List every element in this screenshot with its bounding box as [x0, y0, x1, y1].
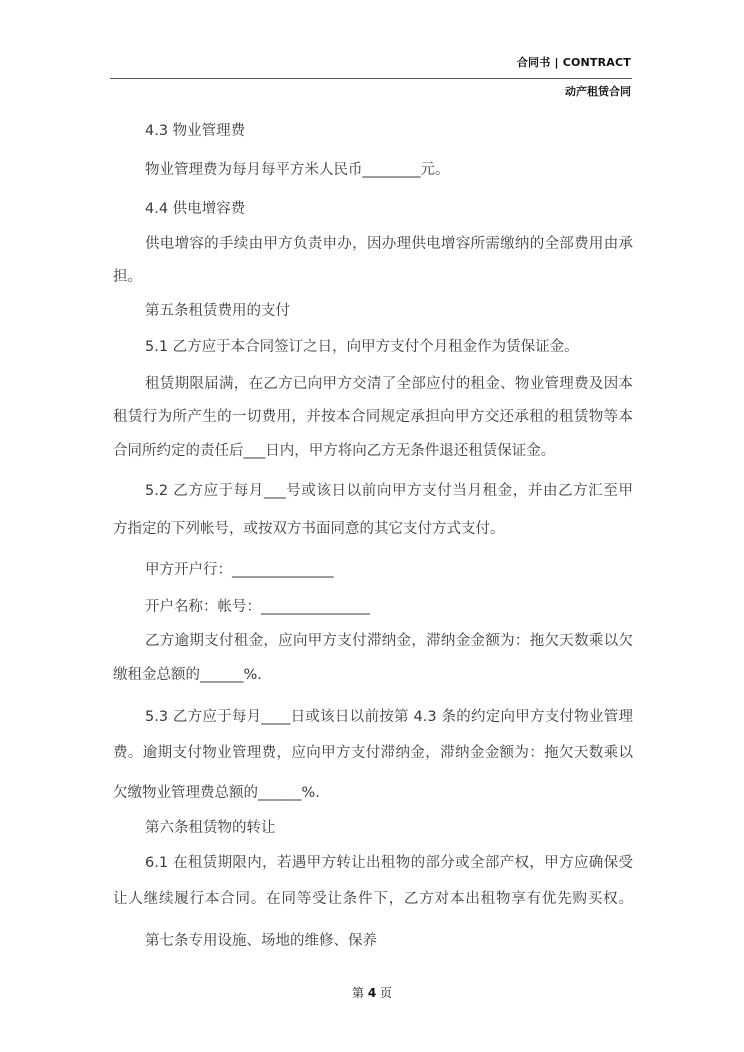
bank-field-line: 甲方开户行：______________: [145, 562, 334, 578]
paragraph-line: 物业管理费为每月每平方米人民币________元。: [145, 162, 450, 178]
paragraph-line: 租赁期限届满，在乙方已向甲方交清了全部应付的租金、物业管理费及因本: [145, 376, 633, 392]
paragraph-line: 6.1 在租赁期限内，若遇甲方转让出租物的部分或全部产权，甲方应确保受: [145, 855, 633, 871]
section-heading: 4.4 供电增容费: [145, 201, 246, 217]
paragraph-line: 5.3 乙方应于每月____日或该日以前按第 4.3 条的约定向甲方支付物业管理: [145, 709, 633, 725]
article-heading: 第六条租赁物的转让: [145, 820, 276, 836]
paragraph-line: 担。: [113, 269, 142, 285]
paragraph-line: 让人继续履行本合同。在同等受让条件下，乙方对本出租物享有优先购买权。: [113, 891, 633, 907]
paragraph-line: 供电增容的手续由甲方负责申办，因办理供电增容所需缴纳的全部费用由承: [145, 236, 633, 252]
page-footer: [0, 984, 744, 1001]
paragraph-line: 租赁行为所产生的一切费用，并按本合同规定承担向甲方交还承租的租赁物等本: [113, 409, 633, 425]
paragraph-line: 欠缴物业管理费总额的______%.: [113, 785, 320, 801]
paragraph-line: 乙方逾期支付租金，应向甲方支付滞纳金，滞纳金金额为：拖欠天数乘以欠: [145, 633, 633, 649]
paragraph-line: 费。逾期支付物业管理费，应向甲方支付滞纳金，滞纳金金额为：拖欠天数乘以: [113, 745, 633, 761]
header-subtitle: 动产租赁合同: [565, 85, 631, 98]
account-field-line: 开户名称：帐号：_______________: [145, 599, 370, 615]
article-heading: 第五条租赁费用的支付: [145, 303, 290, 319]
footer-suffix: 页: [380, 986, 393, 1000]
paragraph-line: 5.1 乙方应于本合同签订之日，向甲方支付个月租金作为赁保证金。: [145, 339, 579, 355]
footer-prefix: 第: [351, 986, 364, 1000]
paragraph-line: 5.2 乙方应于每月___号或该日以前向甲方支付当月租金，并由乙方汇至甲: [145, 483, 633, 499]
paragraph-line: 方指定的下列帐号，或按双方书面同意的其它支付方式支付。: [113, 521, 505, 537]
header-divider: [110, 78, 632, 79]
header-title: 合同书 | CONTRACT: [516, 56, 631, 69]
paragraph-line: 合同所约定的责任后___日内，甲方将向乙方无条件退还租赁保证金。: [113, 443, 556, 459]
section-heading: 4.3 物业管理费: [145, 123, 246, 139]
page-number: 4: [367, 986, 377, 1000]
article-heading: 第七条专用设施、场地的维修、保养: [145, 933, 377, 949]
paragraph-line: 缴租金总额的______%.: [113, 667, 262, 683]
